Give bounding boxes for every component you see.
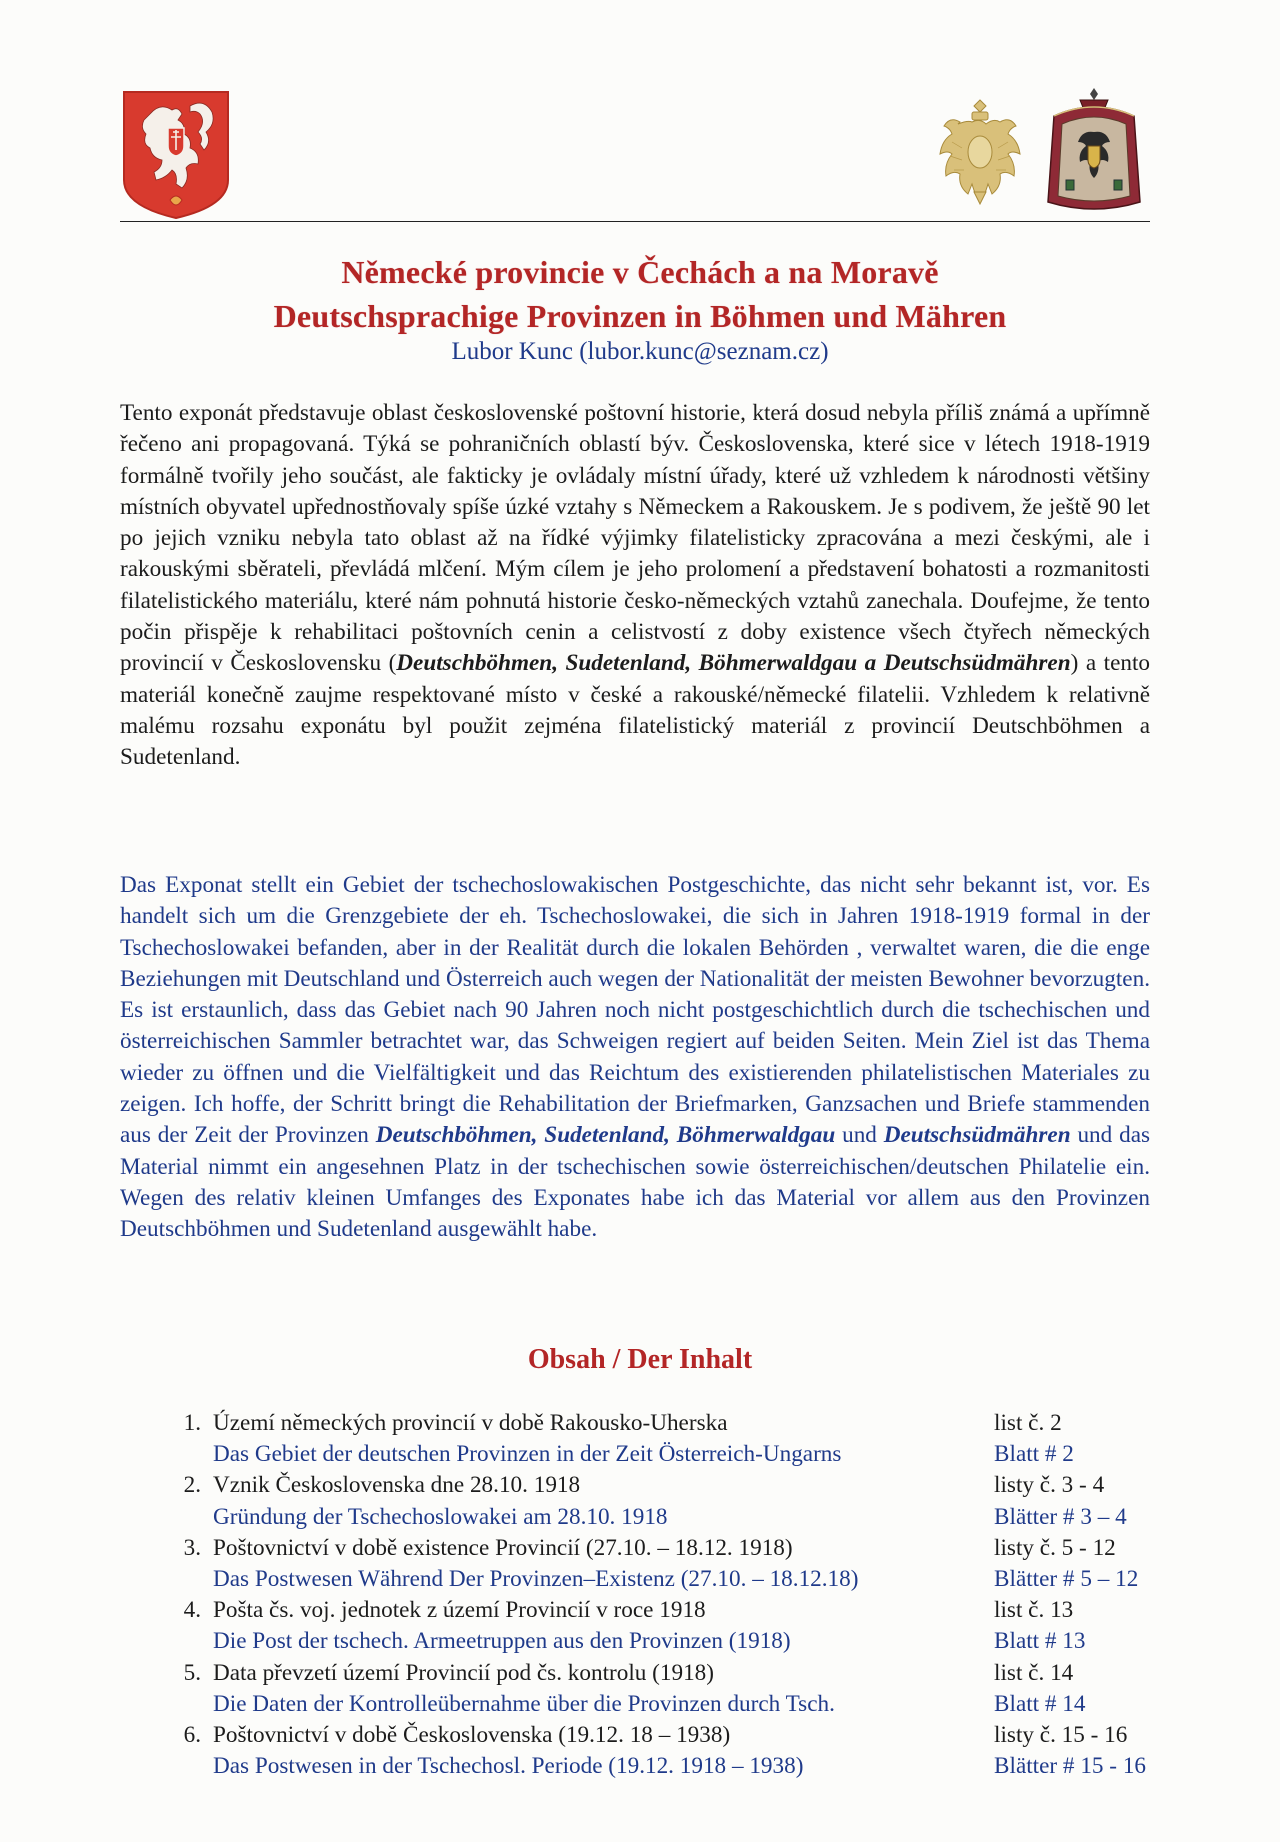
toc-title-czech: Pošta čs. voj. jednotek z území Provincií v roce 1918 <box>213 1597 706 1624</box>
toc-number: 3. <box>183 1534 201 1561</box>
toc-title-czech: Data převzetí území Provincií pod čs. kontrolu (1918) <box>213 1659 714 1686</box>
toc-title-german: Die Post der tschech. Armeetruppen aus den Provinzen (1918) <box>213 1628 791 1655</box>
toc-number: 6. <box>183 1721 201 1748</box>
toc-ref-german: Blätter # 15 - 16 <box>994 1753 1147 1780</box>
introduction-czech <box>120 398 1150 774</box>
toc-title-german: Das Postwesen in der Tschechosl. Periode (19.12. 1918 – 1938) <box>213 1753 804 1780</box>
toc-ref-german: Blatt # 2 <box>994 1441 1074 1468</box>
toc-entry <box>160 1533 1160 1595</box>
toc-number: 1. <box>183 1410 201 1436</box>
toc-entry <box>160 1408 1160 1470</box>
intro-cs-provinces: Deutschböhmen, Sudetenland, Böhmerwaldgau a Deutschsüdmähren <box>396 650 1071 677</box>
intro-cs-text-1: Tento exponát představuje oblast československé poštovní historie, která dosud nebyla příliš známá a upřímně řečeno ani propagovaná. Týká se pohraničních oblastí býv. Československa, které sice v létech 1918-1919 formálně tvořily jeho součást, ale fakticky je ovládaly místní úřady, které už vzhledem k národnosti většiny místních obyvatel upřednostňovaly spíše úzké vztahy s Německem a Rakouskem. Je s podivem, že ještě 90 let po jejich vzniku nebyla tato oblast až na řídké výjimky filatelisticky zpracována a mezi českými, ale i rakouskými sběrateli, převládá mlčení. Mým cílem je jeho prolomení a představení bohatosti a rozmanitosti filatelistického materiálu, které nám pohnutá historie česko-německých vztahů zanechala. Doufejme, že tento počin přispěje k rehabilitaci poštovních cenin a celistvostí z doby existence všech čtyřech německých provincií v Československu ( <box>120 400 1150 677</box>
title-german: Deutschsprachige Provinzen in Böhmen und Mähren <box>273 298 1007 334</box>
toc-title-czech: Vznik Československa dne 28.10. 1918 <box>213 1472 581 1499</box>
title-czech: Německé provincie v Čechách a na Moravě <box>341 254 939 290</box>
toc-entry <box>160 1595 1160 1657</box>
toc-ref-czech: listy č. 15 - 16 <box>994 1721 1128 1748</box>
toc-number: 2. <box>183 1472 201 1499</box>
toc-title-german: Das Gebiet der deutschen Provinzen in der Zeit Österreich-Ungarns <box>213 1441 842 1468</box>
toc-title-czech: Poštovnictví v době Československa (19.12. 18 – 1938) <box>213 1721 731 1748</box>
intro-de-provinces-b: Deutschsüdmähren <box>883 1122 1071 1149</box>
toc-ref-czech: list č. 14 <box>994 1659 1074 1686</box>
toc-ref-german: Blätter # 5 – 12 <box>994 1565 1139 1592</box>
toc-entry <box>160 1658 1160 1720</box>
toc-ref-czech: listy č. 5 - 12 <box>994 1534 1116 1561</box>
intro-de-text-2: und das Material nimmt ein angesehnen Platz in der tschechischen sowie österreichischen/deutschen Philatelie ein. Wegen des relativ kleinen Umfanges des Exponates habe ich das Material vor allem aus den Provinzen Deutschböhmen und Sudetenland ausgewählt habe. <box>120 1122 1151 1243</box>
toc-ref-czech: list č. 2 <box>994 1410 1062 1436</box>
toc-ref-german: Blatt # 13 <box>994 1628 1086 1655</box>
toc-entry <box>160 1470 1160 1532</box>
intro-de-mid: und <box>835 1122 884 1149</box>
toc-ref-czech: listy č. 3 - 4 <box>994 1472 1105 1499</box>
intro-de-text-1: Das Exponat stellt ein Gebiet der tschechoslowakischen Postgeschichte, das nicht sehr bekannt ist, vor. Es handelt sich um die Grenzgebiete der eh. Tschechoslowakei, die sich in Jahren 1918-1919 formal in der Tschechoslowakei befanden, aber in der Realität durch die lokalen Behörden , verwaltet waren, die die enge Beziehungen mit Deutschland und Österreich auch wegen der Nationalität der meisten Bewohner bevorzugten. Es ist erstaunlich, dass das Gebiet nach 90 Jahren noch nicht postgeschichtlich durch die tschechischen und österreichischen Sammler betrachtet war, das Schweigen regiert auf beiden Seiten. Mein Ziel ist das Thema wieder zu öffnen und die Vielfältigkeit und das Reichtum des existierenden philatelistischen Materiales zu zeigen. Ich hoffe, der Schritt bringt die Rehabilitation der Briefmarken, Ganzsachen und Briefe stammenden aus der Zeit der Provinzen <box>120 872 1150 1149</box>
intro-de-provinces-a: Deutschböhmen, Sudetenland, Böhmerwaldgau <box>375 1122 836 1149</box>
toc-title-czech: Území německých provincií v době Rakousko-Uherska <box>213 1410 728 1436</box>
austrian-double-headed-eagle-icon <box>930 92 1030 212</box>
imperial-coat-of-arms-icon <box>1040 84 1148 216</box>
toc-number: 5. <box>183 1659 201 1686</box>
czechoslovak-lion-coat-of-arms-icon <box>120 88 232 220</box>
author-line: Lubor Kunc (lubor.kunc@seznam.cz) <box>451 338 829 365</box>
toc-ref-german: Blätter # 3 – 4 <box>994 1503 1127 1530</box>
introduction-german <box>120 870 1150 1246</box>
toc-title-czech: Poštovnictví v době existence Provincií (27.10. – 18.12. 1918) <box>213 1534 793 1561</box>
toc-heading: Obsah / Der Inhalt <box>527 1344 753 1375</box>
toc-ref-german: Blatt # 14 <box>994 1690 1086 1717</box>
toc-title-german: Gründung der Tschechoslowakei am 28.10. 1918 <box>213 1503 668 1530</box>
header-divider <box>120 221 1150 222</box>
toc-ref-czech: list č. 13 <box>994 1597 1074 1624</box>
toc-title-german: Das Postwesen Während Der Provinzen–Existenz (27.10. – 18.12.18) <box>213 1565 859 1592</box>
toc-entry <box>160 1720 1160 1782</box>
table-of-contents <box>160 1408 1160 1782</box>
toc-title-german: Die Daten der Kontrolleübernahme über die Provinzen durch Tsch. <box>213 1690 835 1717</box>
toc-number: 4. <box>183 1597 201 1624</box>
intro-cs-text-2: ) a tento materiál konečně zaujme respektované místo v české a rakouské/německé filatelii. Vzhledem k relativně malému rozsahu exponátu byl použit zejména filatelistický materiál z provincií Deutschböhmen a Sudetenland. <box>120 650 1150 771</box>
